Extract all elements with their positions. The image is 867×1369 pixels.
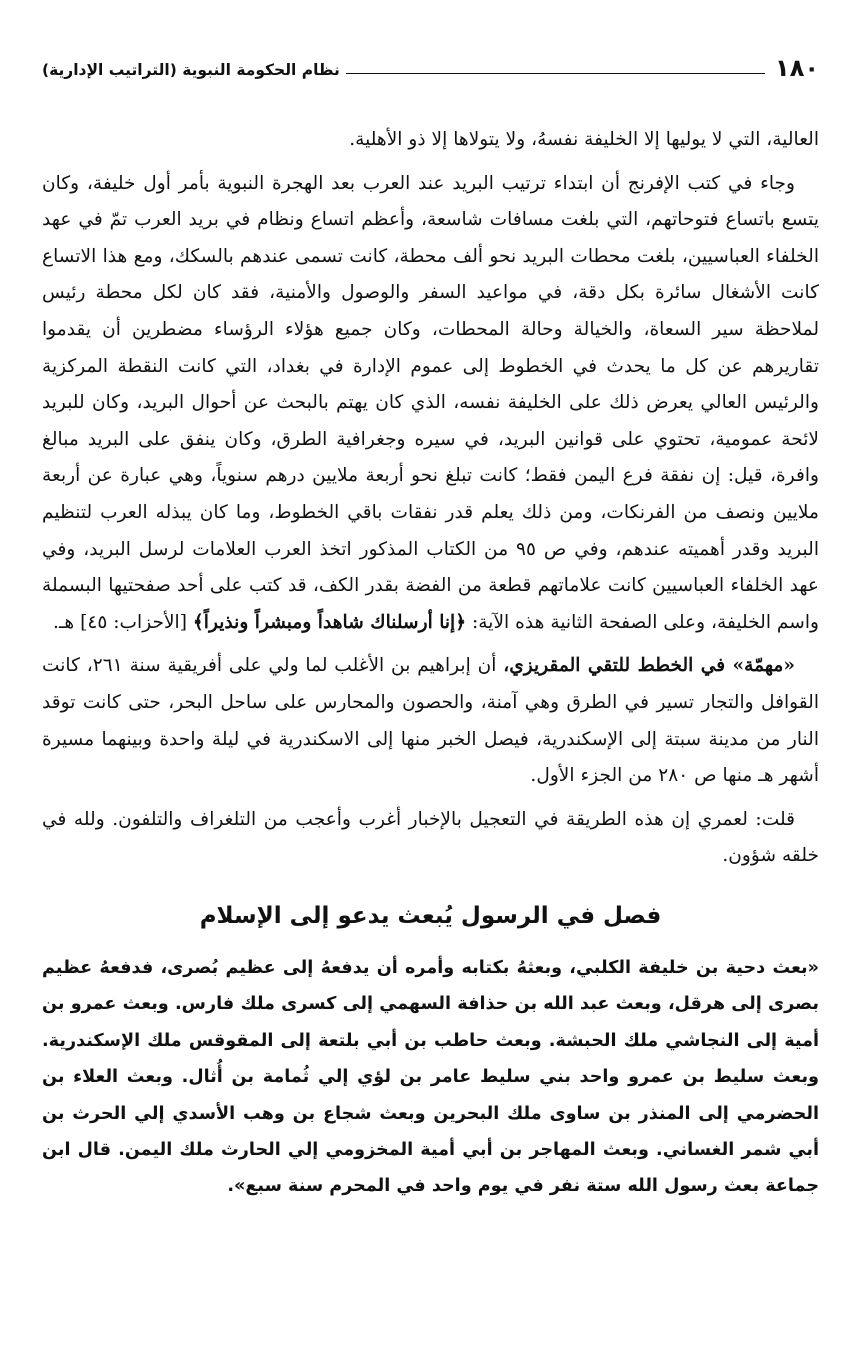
quran-citation: [الأحزاب: ٤٥] هـ.: [53, 611, 187, 633]
section-heading: فصل في الرسول يُبعث يدعو إلى الإسلام: [199, 902, 662, 929]
postal-history-text: وجاء في كتب الإفرنج أن ابتداء ترتيب البريد عند العرب بعد الهجرة النبوية بأمر أول خليفة، وكان يتسع باتساع فتوحاتهم، التي بلغت مسافات شاسعة، وأعظم اتساع ونظام في بريد العرب تمّ في عهد الخلفاء العباسيين، بلغت محطات البريد نحو ألف محطة، كانت تسمى عندهم بالسكك، ومع هذا الاتساع كانت الأشغال سائرة بكل دقة، في مواعيد السفر والوصول والأمنية، فقد كان لكل محطة رئيس لملاحظة سير السعاة، والخيالة وحالة المحطات، وكان جميع هؤلاء الرؤساء مضطرين أن يقدموا تقاريرهم عن كل ما يحدث في الخطوط إلى عموم الإدارة في بغداد، التي كانت النقطة المركزية والرئيس العالي يعرض ذلك على الخليفة نفسه، الذي كان يهتم بالبحث عن أحوال البريد، وكان للبريد لائحة عمومية، تحتوي على قوانين البريد، في سيره وجغرافية الطرق، وكان ينفق على البريد مبالغ وافرة، قيل: إن نفقة فرع اليمن فقط؛ كانت تبلغ نحو أربعة ملايين درهم سنوياً، وهي عبارة عن أربعة ملايين ونصف من الفرنكات، ومن ذلك يعلم قدر نفقات باقي الخطوط، وما كان يبذله العرب لتنظيم البريد وقدر أهميته عندهم، وفي ص ٩٥ من الكتاب المذكور اتخذ العرب العلامات لرسل البريد، وفي عهد الخلفاء العباسيين كانت علاماتهم قطعة من الفضة بقدر الكف، قد كتب على أحد صفحتيها البسملة واسم الخليفة، وعلى الصفحة الثانية هذه الآية:: [42, 172, 820, 633]
paragraph-author-comment: قلت: لعمري إن هذه الطريقة في التعجيل بالإخبار أغرب وأعجب من التلغراف والتلفون. ولله في خلقه شؤون.: [42, 808, 819, 867]
paragraph-maqrizi: [42, 648, 819, 794]
paragraph-postal-history: [42, 166, 819, 642]
page-content: [42, 122, 819, 1205]
header-rule: [346, 73, 765, 74]
book-title: نظام الحكومة النبوية (التراتيب الإدارية): [42, 60, 340, 79]
maqrizi-heading: «مهمّة» في الخطط للتقي المقريزي،: [503, 655, 795, 677]
maqrizi-text: أن إبراهيم بن الأغلب لما ولي على أفريقية سنة ٢٦١، كانت القوافل والتجار تسير في الطرق وهي آمنة، والحصون والمحارس على ساحل البحر، حتى كانت توقد النار من مدينة سبتة إلى الإسكندرية، فيصل الخبر منها إلى الاسكندرية في ليلة واحدة وبينهما مسيرة أشهر هـ منها ص ٢٨٠ من الجزء الأول.: [42, 655, 819, 787]
hadith-paragraph: «بعث دحية بن خليفة الكلبي، وبعثهُ بكتابه وأمره أن يدفعهُ إلى عظيم بُصرى، فدفعهُ عظيم بصرى إلى هرقل، وبعث عبد الله بن حذافة السهمي إلى كسرى ملك فارس. وبعث عمرو بن أمية إلى النجاشي ملك الحبشة. وبعث حاطب بن أبي بلتعة إلى المقوقس ملك الإسكندرية. وبعث سليط بن عمرو واحد بني سليط عامر بن لؤي إلي ثُمامة بن أُثال. وبعث العلاء بن الحضرمي إلى المنذر بن ساوى ملك البحرين وبعث شجاع بن وهب الأسدي إلي الحرث بن أبي شمر الغساني. وبعث المهاجر بن أبي أمية المخزومي إلي الحارث ملك اليمن. قال ابن جماعة بعث رسول الله ستة نفر في يوم واحد في المحرم سنة سبع».: [42, 957, 819, 1197]
running-header: [42, 40, 819, 80]
page-number: ١٨٠: [775, 54, 819, 82]
quran-verse: ﴿إنا أرسلناك شاهداً ومبشراً ونذيراً﴾: [192, 611, 467, 633]
paragraph-continuation: العالية، التي لا يوليها إلا الخليفة نفسهُ، ولا يتولاها إلا ذو الأهلية.: [349, 129, 819, 150]
